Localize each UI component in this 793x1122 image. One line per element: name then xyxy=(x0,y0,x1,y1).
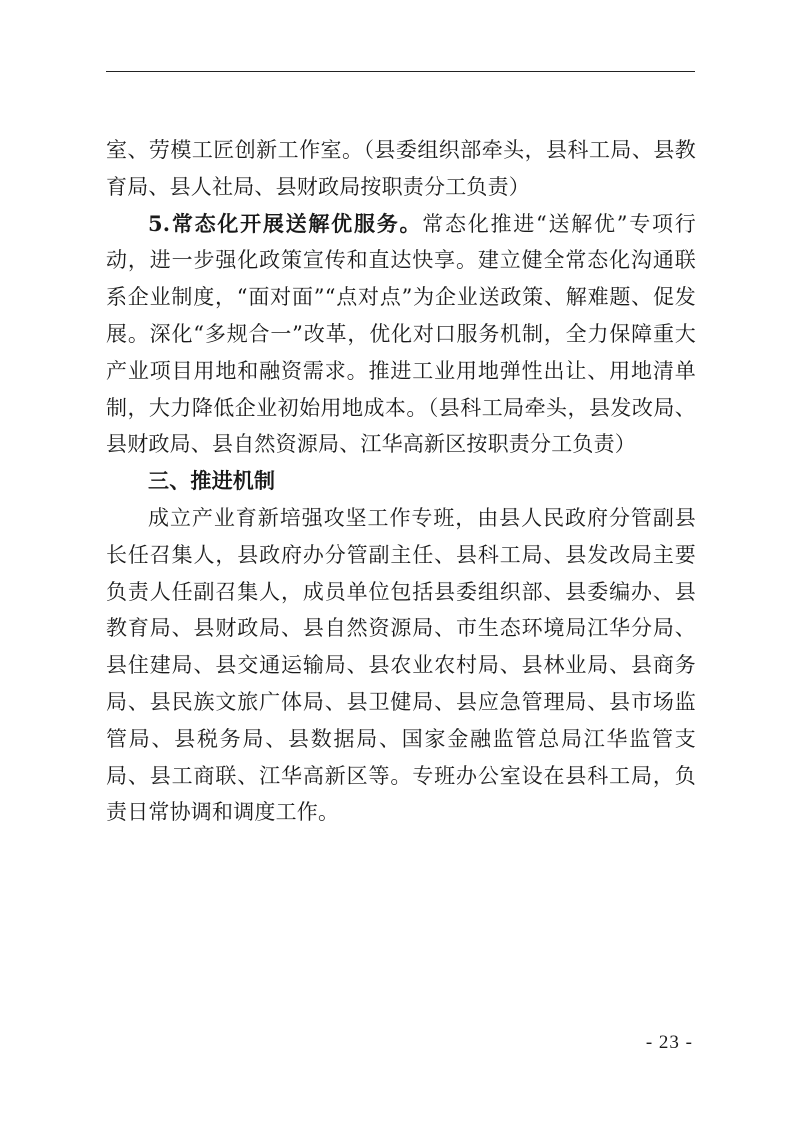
page-number: - 23 - xyxy=(645,1032,693,1053)
paragraph-mechanism xyxy=(106,500,696,831)
header-rule xyxy=(106,71,695,72)
paragraph-text: 室、劳模工匠创新工作室。（县委组织部牵头，县科工局、县教育局、县人社局、县财政局按职责分工负责） xyxy=(106,138,696,199)
document-body xyxy=(106,132,696,831)
paragraph-text: 常态化推进“送解优”专项行动，进一步强化政策宣传和直达快享。建立健全常态化沟通联系企业制度，“面对面”“点对点”为企业送政策、解难题、促发展。深化“多规合一”改革，优化对口服务机制，全力保障重大产业项目用地和融资需求。推进工业用地弹性出让、用地清单制，大力降低企业初始用地成本。（县科工局牵头，县发改局、县财政局、县自然资源局、江华高新区按职责分工负责） xyxy=(106,211,696,457)
paragraph-service xyxy=(106,206,696,464)
paragraph-lead: 5.常态化开展送解优服务。 xyxy=(148,210,423,236)
paragraph-continuation xyxy=(106,132,696,206)
section-heading: 三、推进机制 xyxy=(148,468,276,494)
paragraph-text: 成立产业育新培强攻坚工作专班，由县人民政府分管副县长任召集人，县政府办分管副主任、县科工局、县发改局主要负责人任副召集人，成员单位包括县委组织部、县委编办、县教育局、县财政局、县自然资源局、市生态环境局江华分局、县住建局、县交通运输局、县农业农村局、县林业局、县商务局、县民族文旅广体局、县卫健局、县应急管理局、县市场监管局、县税务局、县数据局、国家金融监管总局江华监管支局、县工商联、江华高新区等。专班办公室设在县科工局，负责日常协调和调度工作。 xyxy=(106,505,696,825)
